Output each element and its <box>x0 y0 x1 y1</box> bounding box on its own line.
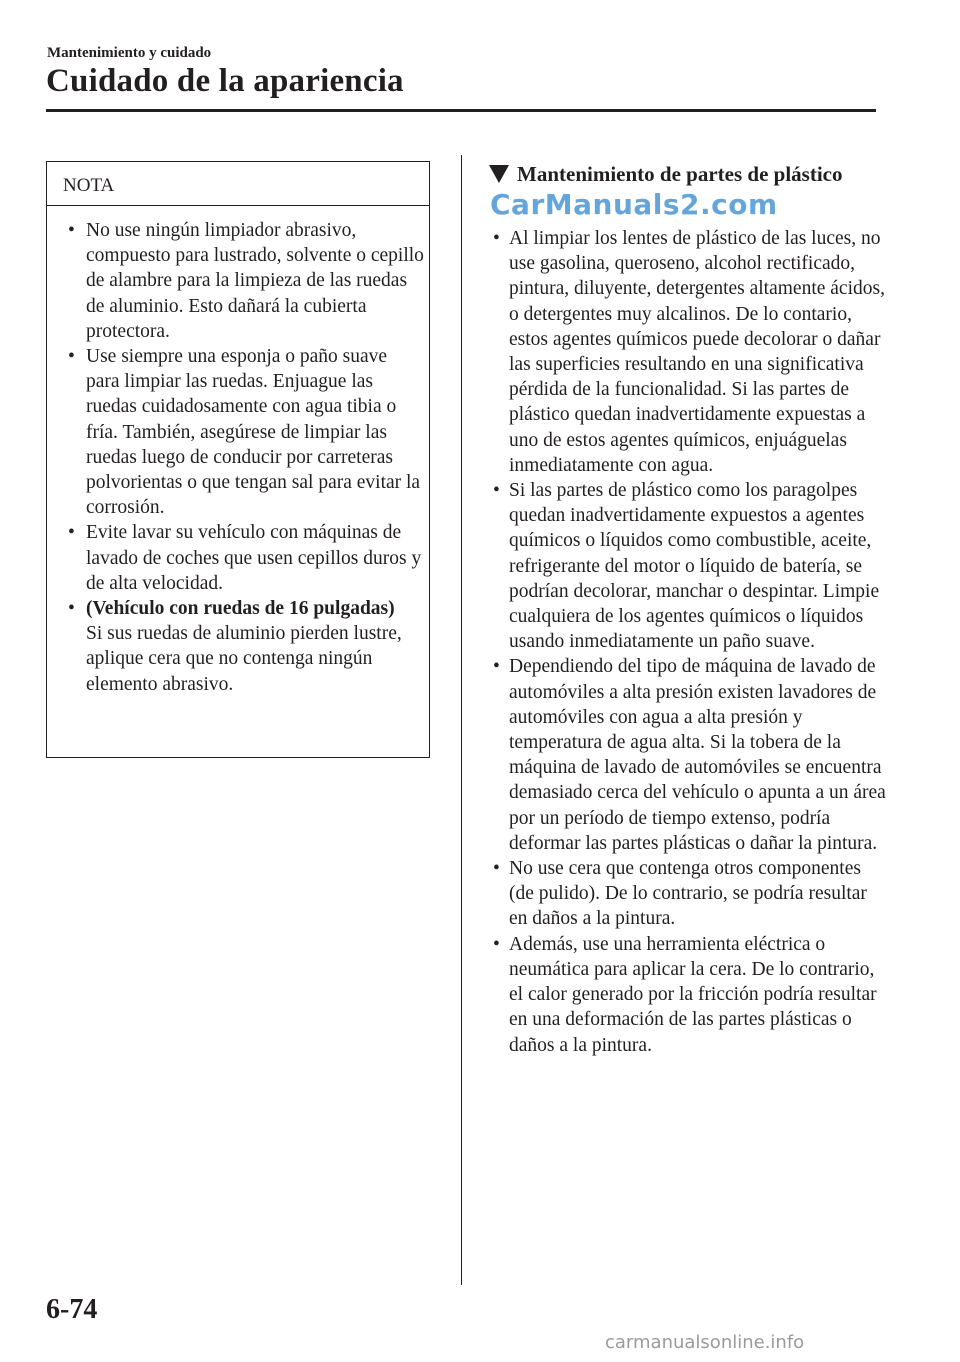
list-item <box>490 478 890 654</box>
nota-divider <box>47 205 429 206</box>
list-item <box>490 654 890 856</box>
bullet-icon: • <box>68 220 75 241</box>
bullet-icon: • <box>68 522 75 544</box>
nota-title: NOTA <box>63 175 115 196</box>
bullet-icon: • <box>493 480 500 502</box>
nota-item <box>47 520 431 596</box>
list-item-text: Además, use una herramienta eléctrica o neumática para aplicar la cera. De lo contrario, el calor generado por la fricción podría resultar en una deformación de las partes plásticas o daños a la pintura. <box>509 933 877 1056</box>
nota-item-text: No use ningún limpiador abrasivo, compuesto para lustrado, solvente o cepillo de alambre para la limpieza de las ruedas de aluminio. Esto dañará la cubierta protectora. <box>86 220 424 342</box>
bullet-icon: • <box>68 598 75 620</box>
list-item <box>490 932 890 1058</box>
nota-item-text: Evite lavar su vehículo con máquinas de lavado de coches que usen cepillos duros y de alta velocidad. <box>86 522 422 594</box>
title-rule <box>46 109 876 112</box>
list-item <box>490 856 890 932</box>
nota-item-text: Use siempre una esponja o paño suave para limpiar las ruedas. Enjuague las ruedas cuidadosamente con agua tibia o fría. También, asegúrese de limpiar las ruedas luego de conducir por carreteras polvorientas o que tengan sal para evitar la corrosión. <box>86 346 421 519</box>
bullet-icon: • <box>493 933 500 955</box>
nota-item-text: Si sus ruedas de aluminio pierden lustre, aplique cera que no contenga ningún elemento abrasivo. <box>86 623 402 695</box>
bullet-icon: • <box>493 656 500 678</box>
bullet-icon: • <box>493 228 500 249</box>
section-heading-text: Mantenimiento de partes de plástico <box>517 162 843 186</box>
footer-watermark: carmanualsonline.info <box>605 1332 805 1353</box>
list-item-text: Dependiendo del tipo de máquina de lavado de automóviles a alta presión existen lavadores de automóviles con agua a alta presión y temperatura de agua alta. Si la tobera de la máquina de lavado de automóviles se encuentra demasiado cerca del vehículo o apunta a un área por un período de tiempo extenso, podría deformar las partes plásticas o dañar la pintura. <box>509 656 886 854</box>
section-list <box>490 226 890 1058</box>
page-number: 6-74 <box>46 1294 98 1325</box>
bullet-icon: • <box>68 346 75 368</box>
list-item-text: No use cera que contenga otros componentes (de pulido). De lo contrario, se podría resultar en daños a la pintura. <box>509 858 867 930</box>
section-label: Mantenimiento y cuidado <box>47 45 212 61</box>
list-item-text: Si las partes de plástico como los paragolpes quedan inadvertidamente expuestos a agentes químicos o líquidos como combustible, aceite, refrigerante del motor o líquido de batería, se podrían decolorar, manchar o despintar. Limpie cualquiera de los agentes químicos o líquidos usando inmediatamente un paño suave. <box>509 480 880 653</box>
nota-item <box>47 344 431 520</box>
watermark: CarManuals2.com <box>490 188 778 221</box>
nota-item <box>47 596 431 697</box>
nota-list <box>47 218 431 697</box>
nota-item <box>47 218 431 344</box>
page-title: Cuidado de la apariencia <box>46 63 404 99</box>
bullet-icon: • <box>493 858 500 880</box>
section-heading <box>489 162 849 187</box>
list-item <box>490 226 890 478</box>
triangle-down-icon <box>489 165 509 183</box>
nota-box <box>46 161 430 758</box>
nota-item-heading: (Vehículo con ruedas de 16 pulgadas) <box>86 598 395 620</box>
list-item-text: Al limpiar los lentes de plástico de las luces, no use gasolina, queroseno, alcohol rectificado, pintura, diluyente, detergentes altamente ácidos, o detergentes muy alcalinos. De lo contario, estos agentes químicos puede decolorar o dañar las superficies resultando en una significativa pérdida de la funcionalidad. Si las partes de plástico quedan inadvertidamente expuestas a uno de estos agentes químicos, enjuáguelas inmediatamente con agua. <box>509 228 885 476</box>
column-divider <box>461 155 462 1285</box>
